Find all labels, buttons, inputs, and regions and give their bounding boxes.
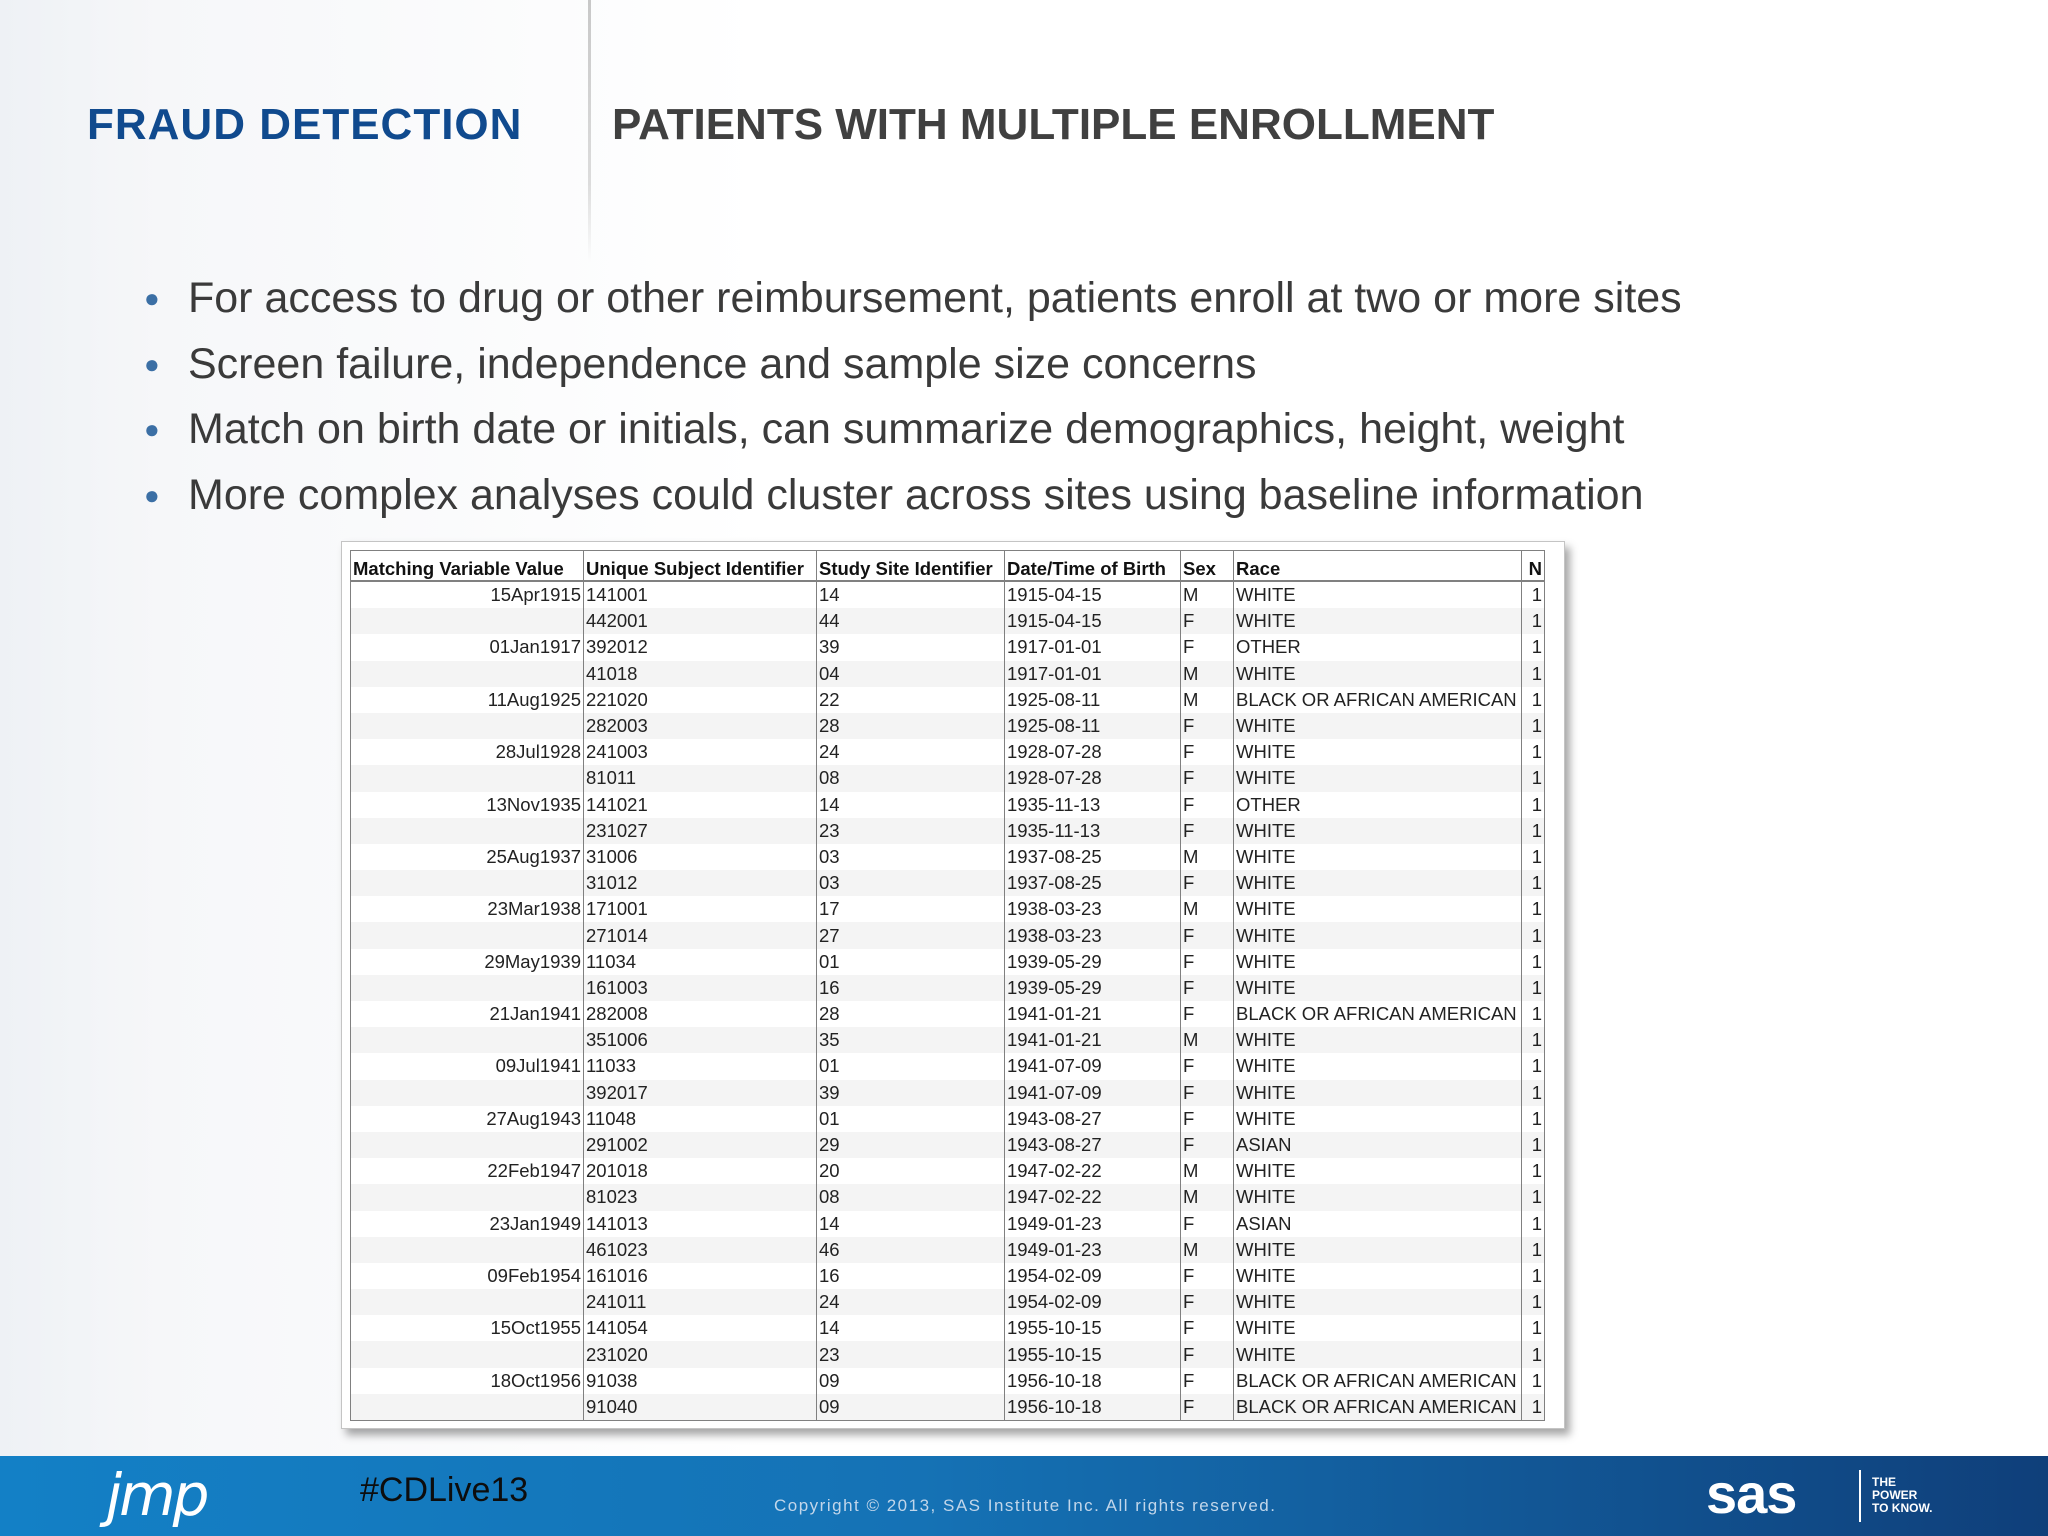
matching-value-cell — [351, 1132, 584, 1158]
table-row[interactable] — [351, 1106, 1545, 1132]
column-header-birth-date[interactable]: Date/Time of Birth — [1005, 551, 1181, 582]
table-row[interactable] — [351, 818, 1545, 844]
birth-date-cell: 1935-11-13 — [1005, 792, 1181, 818]
slide-title: PATIENTS WITH MULTIPLE ENROLLMENT — [612, 100, 1495, 149]
sex-cell: F — [1181, 1132, 1234, 1158]
matching-value-cell: 09Jul1941 — [351, 1053, 584, 1079]
sex-cell: F — [1181, 739, 1234, 765]
column-header-sex[interactable]: Sex — [1181, 551, 1234, 582]
subject-id-cell: 141054 — [584, 1315, 817, 1341]
sex-cell: M — [1181, 581, 1234, 608]
race-cell: WHITE — [1234, 1080, 1522, 1106]
site-id-cell: 28 — [817, 713, 1005, 739]
count-cell: 1 — [1522, 1263, 1545, 1289]
count-cell: 1 — [1522, 949, 1545, 975]
subject-id-cell: 141001 — [584, 581, 817, 608]
matching-value-cell: 23Jan1949 — [351, 1211, 584, 1237]
birth-date-cell: 1937-08-25 — [1005, 844, 1181, 870]
race-cell: WHITE — [1234, 922, 1522, 948]
subject-id-cell: 31012 — [584, 870, 817, 896]
matching-value-cell: 28Jul1928 — [351, 739, 584, 765]
sex-cell: F — [1181, 792, 1234, 818]
site-id-cell: 09 — [817, 1368, 1005, 1394]
matching-value-cell: 22Feb1947 — [351, 1158, 584, 1184]
race-cell: OTHER — [1234, 634, 1522, 660]
table-row[interactable] — [351, 713, 1545, 739]
count-cell: 1 — [1522, 1080, 1545, 1106]
birth-date-cell: 1941-07-09 — [1005, 1053, 1181, 1079]
table-row[interactable] — [351, 1368, 1545, 1394]
table-body — [351, 581, 1545, 1421]
sex-cell: M — [1181, 896, 1234, 922]
site-id-cell: 24 — [817, 1289, 1005, 1315]
race-cell: WHITE — [1234, 1237, 1522, 1263]
birth-date-cell: 1928-07-28 — [1005, 739, 1181, 765]
birth-date-cell: 1943-08-27 — [1005, 1106, 1181, 1132]
sex-cell: F — [1181, 818, 1234, 844]
count-cell: 1 — [1522, 1184, 1545, 1210]
site-id-cell: 39 — [817, 634, 1005, 660]
subject-id-cell: 231027 — [584, 818, 817, 844]
table-row[interactable] — [351, 1315, 1545, 1341]
sex-cell: F — [1181, 1394, 1234, 1421]
column-header-subject-id[interactable]: Unique Subject Identifier — [584, 551, 817, 582]
birth-date-cell: 1956-10-18 — [1005, 1368, 1181, 1394]
bullet-text: Screen failure, independence and sample size concerns — [188, 339, 1257, 388]
birth-date-cell: 1947-02-22 — [1005, 1158, 1181, 1184]
race-cell: BLACK OR AFRICAN AMERICAN — [1234, 1394, 1522, 1421]
race-cell: WHITE — [1234, 661, 1522, 687]
bullet-text: Match on birth date or initials, can summarize demographics, height, weight — [188, 405, 1625, 453]
race-cell: WHITE — [1234, 1341, 1522, 1367]
event-hashtag: #CDLive13 — [360, 1471, 529, 1509]
count-cell: 1 — [1522, 581, 1545, 608]
site-id-cell: 16 — [817, 975, 1005, 1001]
bullet-item — [140, 334, 2020, 400]
table-row[interactable] — [351, 870, 1545, 896]
site-id-cell: 14 — [817, 1315, 1005, 1341]
count-cell: 1 — [1522, 1289, 1545, 1315]
table-row[interactable] — [351, 949, 1545, 975]
race-cell: WHITE — [1234, 1315, 1522, 1341]
birth-date-cell: 1915-04-15 — [1005, 608, 1181, 634]
subject-id-cell: 41018 — [584, 661, 817, 687]
race-cell: WHITE — [1234, 870, 1522, 896]
subject-id-cell: 461023 — [584, 1237, 817, 1263]
subject-id-cell: 241003 — [584, 739, 817, 765]
count-cell: 1 — [1522, 1394, 1545, 1421]
race-cell: WHITE — [1234, 1263, 1522, 1289]
matching-value-cell — [351, 818, 584, 844]
race-cell: WHITE — [1234, 1027, 1522, 1053]
birth-date-cell: 1956-10-18 — [1005, 1394, 1181, 1421]
bullet-dot-icon: ● — [144, 283, 160, 313]
sex-cell: M — [1181, 687, 1234, 713]
subject-id-cell: 161016 — [584, 1263, 817, 1289]
birth-date-cell: 1915-04-15 — [1005, 581, 1181, 608]
matching-value-cell — [351, 1184, 584, 1210]
race-cell: WHITE — [1234, 1158, 1522, 1184]
table-row[interactable] — [351, 896, 1545, 922]
birth-date-cell: 1938-03-23 — [1005, 922, 1181, 948]
site-id-cell: 24 — [817, 739, 1005, 765]
site-id-cell: 09 — [817, 1394, 1005, 1421]
sex-cell: F — [1181, 949, 1234, 975]
column-header-site-id[interactable]: Study Site Identifier — [817, 551, 1005, 582]
table-row[interactable] — [351, 1341, 1545, 1367]
site-id-cell: 04 — [817, 661, 1005, 687]
race-cell: BLACK OR AFRICAN AMERICAN — [1234, 1368, 1522, 1394]
matching-value-cell — [351, 661, 584, 687]
sex-cell: F — [1181, 1080, 1234, 1106]
sex-cell: F — [1181, 713, 1234, 739]
subject-id-cell: 241011 — [584, 1289, 817, 1315]
site-id-cell: 14 — [817, 792, 1005, 818]
site-id-cell: 01 — [817, 949, 1005, 975]
table-row[interactable] — [351, 1080, 1545, 1106]
column-header-matching-value[interactable]: Matching Variable Value — [351, 551, 584, 582]
table-row[interactable] — [351, 661, 1545, 687]
race-cell: WHITE — [1234, 1184, 1522, 1210]
data-table-screenshot — [341, 541, 1565, 1429]
matching-value-cell: 27Aug1943 — [351, 1106, 584, 1132]
race-cell: WHITE — [1234, 1106, 1522, 1132]
sex-cell: F — [1181, 870, 1234, 896]
count-cell: 1 — [1522, 1001, 1545, 1027]
table-row[interactable] — [351, 1184, 1545, 1210]
table-row[interactable] — [351, 634, 1545, 660]
bullet-dot-icon: ● — [144, 414, 160, 444]
enrollment-table — [350, 550, 1545, 1421]
site-id-cell: 20 — [817, 1158, 1005, 1184]
birth-date-cell: 1949-01-23 — [1005, 1211, 1181, 1237]
subject-id-cell: 141013 — [584, 1211, 817, 1237]
site-id-cell: 01 — [817, 1106, 1005, 1132]
count-cell: 1 — [1522, 1053, 1545, 1079]
site-id-cell: 03 — [817, 844, 1005, 870]
subject-id-cell: 171001 — [584, 896, 817, 922]
subject-id-cell: 91040 — [584, 1394, 817, 1421]
sex-cell: F — [1181, 1053, 1234, 1079]
sex-cell: F — [1181, 1368, 1234, 1394]
race-cell: ASIAN — [1234, 1211, 1522, 1237]
matching-value-cell: 15Apr1915 — [351, 581, 584, 608]
jmp-logo: jmp — [106, 1461, 207, 1529]
table-row[interactable] — [351, 581, 1545, 608]
table-row[interactable] — [351, 922, 1545, 948]
birth-date-cell: 1928-07-28 — [1005, 765, 1181, 791]
birth-date-cell: 1917-01-01 — [1005, 634, 1181, 660]
birth-date-cell: 1943-08-27 — [1005, 1132, 1181, 1158]
subject-id-cell: 81011 — [584, 765, 817, 791]
race-cell: OTHER — [1234, 792, 1522, 818]
count-cell: 1 — [1522, 1368, 1545, 1394]
race-cell: ASIAN — [1234, 1132, 1522, 1158]
subject-id-cell: 291002 — [584, 1132, 817, 1158]
birth-date-cell: 1941-01-21 — [1005, 1027, 1181, 1053]
bullet-text: More complex analyses could cluster across sites using baseline information — [188, 470, 1644, 519]
sex-cell: F — [1181, 765, 1234, 791]
tagline-line: POWER — [1872, 1488, 1918, 1502]
birth-date-cell: 1939-05-29 — [1005, 949, 1181, 975]
subject-id-cell: 282003 — [584, 713, 817, 739]
subject-id-cell: 31006 — [584, 844, 817, 870]
table-row[interactable] — [351, 608, 1545, 634]
site-id-cell: 23 — [817, 818, 1005, 844]
subject-id-cell: 351006 — [584, 1027, 817, 1053]
site-id-cell: 22 — [817, 687, 1005, 713]
table-row[interactable] — [351, 975, 1545, 1001]
matching-value-cell: 25Aug1937 — [351, 844, 584, 870]
table-row[interactable] — [351, 844, 1545, 870]
table-row[interactable] — [351, 1053, 1545, 1079]
site-id-cell: 29 — [817, 1132, 1005, 1158]
birth-date-cell: 1935-11-13 — [1005, 818, 1181, 844]
race-cell: WHITE — [1234, 1289, 1522, 1315]
site-id-cell: 17 — [817, 896, 1005, 922]
sex-cell: F — [1181, 1341, 1234, 1367]
bullet-dot-icon: ● — [144, 348, 160, 379]
sex-cell: M — [1181, 844, 1234, 870]
subject-id-cell: 81023 — [584, 1184, 817, 1210]
section-title: FRAUD DETECTION — [87, 100, 523, 149]
count-cell: 1 — [1522, 713, 1545, 739]
matching-value-cell — [351, 1289, 584, 1315]
birth-date-cell: 1947-02-22 — [1005, 1184, 1181, 1210]
bullet-text: For access to drug or other reimbursement, patients enroll at two or more sites — [188, 274, 1682, 322]
race-cell: WHITE — [1234, 739, 1522, 765]
footer-bar — [0, 1456, 2048, 1536]
race-cell: WHITE — [1234, 765, 1522, 791]
matching-value-cell: 18Oct1956 — [351, 1368, 584, 1394]
race-cell: WHITE — [1234, 896, 1522, 922]
birth-date-cell: 1954-02-09 — [1005, 1263, 1181, 1289]
site-id-cell: 23 — [817, 1341, 1005, 1367]
count-cell: 1 — [1522, 896, 1545, 922]
column-header-n[interactable]: N — [1522, 551, 1545, 582]
site-id-cell: 14 — [817, 1211, 1005, 1237]
matching-value-cell: 01Jan1917 — [351, 634, 584, 660]
copyright-notice: Copyright © 2013, SAS Institute Inc. All rights reserved. — [774, 1496, 1277, 1515]
race-cell: WHITE — [1234, 608, 1522, 634]
sex-cell: F — [1181, 922, 1234, 948]
table-row[interactable] — [351, 792, 1545, 818]
subject-id-cell: 161003 — [584, 975, 817, 1001]
count-cell: 1 — [1522, 765, 1545, 791]
race-cell: WHITE — [1234, 818, 1522, 844]
bullet-dot-icon: ● — [144, 479, 160, 510]
site-id-cell: 27 — [817, 922, 1005, 948]
race-cell: BLACK OR AFRICAN AMERICAN — [1234, 687, 1522, 713]
sex-cell: M — [1181, 1237, 1234, 1263]
sex-cell: F — [1181, 975, 1234, 1001]
birth-date-cell: 1925-08-11 — [1005, 687, 1181, 713]
table-row[interactable] — [351, 1027, 1545, 1053]
matching-value-cell — [351, 765, 584, 791]
birth-date-cell: 1925-08-11 — [1005, 713, 1181, 739]
header-divider — [588, 0, 591, 262]
race-cell: WHITE — [1234, 1053, 1522, 1079]
bullet-list — [140, 268, 2020, 530]
race-cell: WHITE — [1234, 975, 1522, 1001]
site-id-cell: 39 — [817, 1080, 1005, 1106]
sex-cell: F — [1181, 1289, 1234, 1315]
matching-value-cell — [351, 1080, 584, 1106]
table-row[interactable] — [351, 1289, 1545, 1315]
sex-cell: F — [1181, 1315, 1234, 1341]
sex-cell: F — [1181, 1001, 1234, 1027]
bullet-item — [140, 465, 2020, 531]
tagline-line: TO KNOW. — [1872, 1501, 1933, 1515]
tagline-line: THE — [1872, 1475, 1896, 1489]
race-cell: WHITE — [1234, 949, 1522, 975]
count-cell: 1 — [1522, 1027, 1545, 1053]
subject-id-cell: 231020 — [584, 1341, 817, 1367]
count-cell: 1 — [1522, 634, 1545, 660]
count-cell: 1 — [1522, 1211, 1545, 1237]
birth-date-cell: 1917-01-01 — [1005, 661, 1181, 687]
count-cell: 1 — [1522, 818, 1545, 844]
table-row[interactable] — [351, 1158, 1545, 1184]
subject-id-cell: 442001 — [584, 608, 817, 634]
count-cell: 1 — [1522, 739, 1545, 765]
matching-value-cell: 11Aug1925 — [351, 687, 584, 713]
table-row[interactable] — [351, 1211, 1545, 1237]
bullet-item — [140, 268, 2020, 334]
count-cell: 1 — [1522, 844, 1545, 870]
count-cell: 1 — [1522, 661, 1545, 687]
count-cell: 1 — [1522, 687, 1545, 713]
subject-id-cell: 11034 — [584, 949, 817, 975]
sex-cell: M — [1181, 1158, 1234, 1184]
birth-date-cell: 1949-01-23 — [1005, 1237, 1181, 1263]
table-row[interactable] — [351, 1237, 1545, 1263]
count-cell: 1 — [1522, 1237, 1545, 1263]
matching-value-cell — [351, 1341, 584, 1367]
matching-value-cell: 23Mar1938 — [351, 896, 584, 922]
subject-id-cell: 201018 — [584, 1158, 817, 1184]
birth-date-cell: 1938-03-23 — [1005, 896, 1181, 922]
matching-value-cell — [351, 1394, 584, 1421]
subject-id-cell: 282008 — [584, 1001, 817, 1027]
bullet-item — [140, 399, 2020, 465]
matching-value-cell — [351, 1027, 584, 1053]
table-header-row — [351, 551, 1545, 582]
matching-value-cell — [351, 1237, 584, 1263]
count-cell: 1 — [1522, 975, 1545, 1001]
race-cell: WHITE — [1234, 844, 1522, 870]
sex-cell: M — [1181, 1184, 1234, 1210]
subject-id-cell: 271014 — [584, 922, 817, 948]
footer-divider — [1859, 1470, 1861, 1522]
matching-value-cell: 13Nov1935 — [351, 792, 584, 818]
count-cell: 1 — [1522, 870, 1545, 896]
count-cell: 1 — [1522, 1106, 1545, 1132]
sex-cell: M — [1181, 661, 1234, 687]
table-row[interactable] — [351, 687, 1545, 713]
count-cell: 1 — [1522, 922, 1545, 948]
site-id-cell: 08 — [817, 765, 1005, 791]
sex-cell: F — [1181, 634, 1234, 660]
subject-id-cell: 11048 — [584, 1106, 817, 1132]
site-id-cell: 01 — [817, 1053, 1005, 1079]
site-id-cell: 16 — [817, 1263, 1005, 1289]
count-cell: 1 — [1522, 608, 1545, 634]
subject-id-cell: 91038 — [584, 1368, 817, 1394]
site-id-cell: 44 — [817, 608, 1005, 634]
matching-value-cell: 09Feb1954 — [351, 1263, 584, 1289]
count-cell: 1 — [1522, 1132, 1545, 1158]
matching-value-cell: 21Jan1941 — [351, 1001, 584, 1027]
birth-date-cell: 1937-08-25 — [1005, 870, 1181, 896]
sas-logo: sas — [1706, 1462, 1797, 1525]
subject-id-cell: 221020 — [584, 687, 817, 713]
matching-value-cell: 15Oct1955 — [351, 1315, 584, 1341]
birth-date-cell: 1941-01-21 — [1005, 1001, 1181, 1027]
matching-value-cell: 29May1939 — [351, 949, 584, 975]
matching-value-cell — [351, 870, 584, 896]
site-id-cell: 35 — [817, 1027, 1005, 1053]
sex-cell: F — [1181, 1211, 1234, 1237]
birth-date-cell: 1954-02-09 — [1005, 1289, 1181, 1315]
matching-value-cell — [351, 975, 584, 1001]
site-id-cell: 03 — [817, 870, 1005, 896]
race-cell: WHITE — [1234, 713, 1522, 739]
birth-date-cell: 1955-10-15 — [1005, 1315, 1181, 1341]
table-row[interactable] — [351, 1263, 1545, 1289]
count-cell: 1 — [1522, 1158, 1545, 1184]
subject-id-cell: 11033 — [584, 1053, 817, 1079]
subject-id-cell: 392017 — [584, 1080, 817, 1106]
matching-value-cell — [351, 922, 584, 948]
count-cell: 1 — [1522, 1341, 1545, 1367]
sex-cell: F — [1181, 1106, 1234, 1132]
site-id-cell: 28 — [817, 1001, 1005, 1027]
race-cell: BLACK OR AFRICAN AMERICAN — [1234, 1001, 1522, 1027]
table-row[interactable] — [351, 739, 1545, 765]
sex-cell: F — [1181, 1263, 1234, 1289]
column-header-race[interactable]: Race — [1234, 551, 1522, 582]
count-cell: 1 — [1522, 1315, 1545, 1341]
site-id-cell: 46 — [817, 1237, 1005, 1263]
table-row[interactable] — [351, 1001, 1545, 1027]
table-row[interactable] — [351, 1132, 1545, 1158]
table-row[interactable] — [351, 1394, 1545, 1421]
sas-tagline — [1872, 1476, 1932, 1515]
count-cell: 1 — [1522, 792, 1545, 818]
site-id-cell: 14 — [817, 581, 1005, 608]
birth-date-cell: 1939-05-29 — [1005, 975, 1181, 1001]
site-id-cell: 08 — [817, 1184, 1005, 1210]
birth-date-cell: 1955-10-15 — [1005, 1341, 1181, 1367]
subject-id-cell: 141021 — [584, 792, 817, 818]
birth-date-cell: 1941-07-09 — [1005, 1080, 1181, 1106]
table-row[interactable] — [351, 765, 1545, 791]
sex-cell: M — [1181, 1027, 1234, 1053]
race-cell: WHITE — [1234, 581, 1522, 608]
sex-cell: F — [1181, 608, 1234, 634]
matching-value-cell — [351, 713, 584, 739]
matching-value-cell — [351, 608, 584, 634]
subject-id-cell: 392012 — [584, 634, 817, 660]
